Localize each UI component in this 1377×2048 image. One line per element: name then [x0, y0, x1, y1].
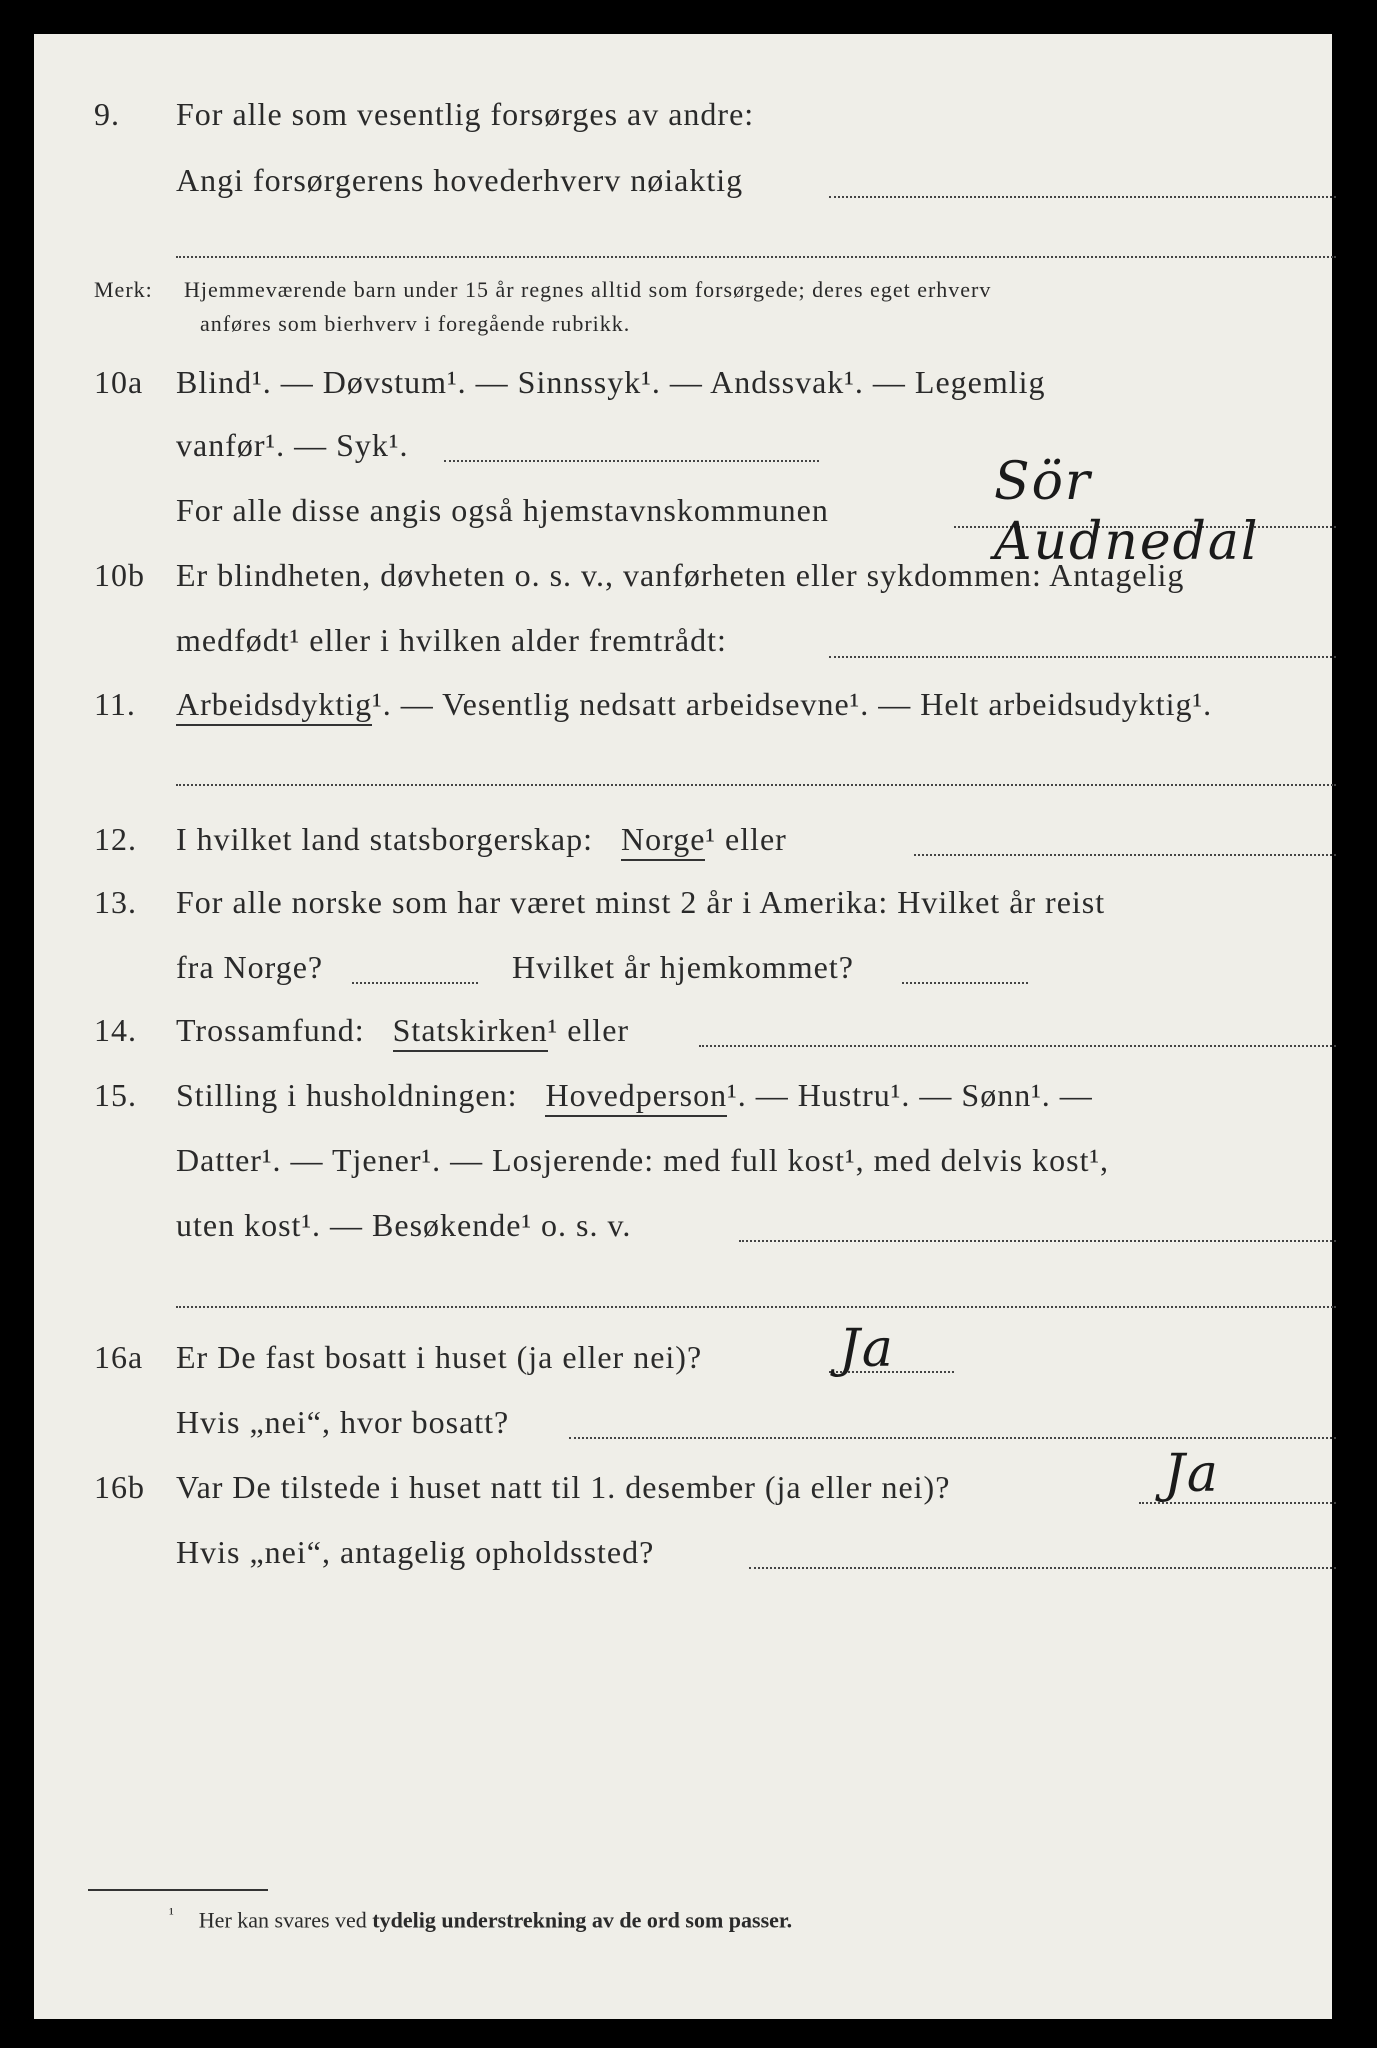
- q13-hjemkommet-field[interactable]: [902, 982, 1028, 984]
- q16b-question: Var De tilstede i huset natt til 1. desember (ja eller nei)?: [176, 1469, 951, 1505]
- merk-line2: anføres som bierhverv i foregående rubrikk.: [200, 311, 631, 336]
- q15-label: Stilling i husholdningen:: [176, 1077, 518, 1113]
- q16a-handwritten-answer: Ja: [839, 1319, 895, 1379]
- q9-question: For alle som vesentlig forsørges av andre:: [176, 96, 755, 132]
- q10a-options-2: vanfør¹. — Syk¹.: [176, 427, 409, 463]
- q11-number: 11.: [94, 686, 136, 722]
- q10a-hjemstavn-label: For alle disse angis også hjemstavnskommunen: [176, 492, 829, 528]
- q15-selected-option: Hovedperson: [545, 1077, 727, 1117]
- merk-note: [94, 277, 153, 303]
- q14-else: ¹ eller: [547, 1012, 630, 1048]
- q16b-question-2: Hvis „nei“, antagelig opholdssted?: [176, 1534, 655, 1570]
- footnote-text: Her kan svares ved: [198, 1907, 367, 1933]
- census-form-page: [34, 34, 1332, 2019]
- q10b-number: 10b: [94, 557, 145, 593]
- q15-answer-field[interactable]: [739, 1240, 1336, 1242]
- merk-text-2: [200, 311, 630, 337]
- q15-options: ¹. — Hustru¹. — Sønn¹. —: [727, 1077, 1093, 1113]
- q10a-syk-field[interactable]: [444, 460, 819, 462]
- q14-answer-field[interactable]: [699, 1045, 1336, 1047]
- q16a-question: Er De fast bosatt i huset (ja eller nei)?: [176, 1339, 703, 1375]
- q15-question: [176, 1077, 1093, 1114]
- q14-label: Trossamfund:: [176, 1012, 365, 1048]
- q12-label: I hvilket land statsborgerskap:: [176, 821, 593, 857]
- q10a-options: Blind¹. — Døvstum¹. — Sinnssyk¹. — Andssvak¹. — Legemlig: [176, 364, 1046, 400]
- q11-options: [176, 686, 1212, 723]
- q14-selected-option: Statskirken: [393, 1012, 548, 1052]
- q16a-number: 16a: [94, 1339, 144, 1375]
- q9-question-2: Angi forsørgerens hovederhverv nøiaktig: [176, 162, 744, 198]
- q14-question: [176, 1012, 629, 1049]
- q13-reist-field[interactable]: [352, 982, 478, 984]
- merk-text-1: [184, 277, 991, 303]
- q16b-handwritten-answer: Ja: [1164, 1444, 1220, 1504]
- q16b-number: 16b: [94, 1469, 145, 1505]
- q12-else: ¹ eller: [705, 821, 787, 857]
- q10b-question-2: medfødt¹ eller i hvilken alder fremtrådt:: [176, 622, 727, 658]
- q11-other-options: ¹. — Vesentlig nedsatt arbeidsevne¹. — Helt arbeidsudyktig¹.: [372, 686, 1213, 722]
- q10b-answer-field[interactable]: [829, 656, 1336, 658]
- merk-line1: Hjemmeværende barn under 15 år regnes alltid som forsørgede; deres eget erhverv: [184, 277, 992, 302]
- q15-options-2: Datter¹. — Tjener¹. — Losjerende: med full kost¹, med delvis kost¹,: [176, 1142, 1110, 1178]
- q12-question: [176, 821, 787, 858]
- q9-answer-field[interactable]: [829, 196, 1336, 198]
- footnote-mark: ¹: [169, 1906, 174, 1923]
- q10a-number: 10a: [94, 364, 144, 400]
- q13-question: For alle norske som har været minst 2 år i Amerika: Hvilket år reist: [176, 884, 1106, 920]
- q9-answer-field-2[interactable]: [176, 256, 1336, 258]
- q10b-question: Er blindheten, døvheten o. s. v., vanførheten eller sykdommen: Antagelig: [176, 557, 1185, 593]
- footnote: [169, 1906, 792, 1933]
- q10a-handwritten-answer: Sör Audnedal: [994, 452, 1260, 572]
- q13-number: 13.: [94, 884, 137, 920]
- q16a-question-2: Hvis „nei“, hvor bosatt?: [176, 1404, 510, 1440]
- q13-reist-label: fra Norge?: [176, 949, 324, 985]
- q14-number: 14.: [94, 1012, 137, 1048]
- q9-number: 9.: [94, 96, 120, 132]
- q16b-opholdssted-field[interactable]: [749, 1567, 1336, 1569]
- footnote-bold-text: tydelig understrekning av de ord som passer.: [372, 1907, 793, 1933]
- merk-label: Merk:: [94, 277, 153, 302]
- q12-selected-option: Norge: [621, 821, 705, 861]
- q16a-bosatt-field[interactable]: [569, 1437, 1336, 1439]
- q13-hjemkommet-label: Hvilket år hjemkommet?: [512, 949, 854, 985]
- footnote-rule: [88, 1889, 268, 1891]
- q12-answer-field[interactable]: [914, 854, 1336, 856]
- q11-answer-field[interactable]: [176, 784, 1336, 786]
- q12-number: 12.: [94, 821, 137, 857]
- q15-answer-field-2[interactable]: [176, 1306, 1336, 1308]
- q15-options-3: uten kost¹. — Besøkende¹ o. s. v.: [176, 1207, 632, 1243]
- q11-selected-option: Arbeidsdyktig: [176, 686, 372, 726]
- q15-number: 15.: [94, 1077, 137, 1113]
